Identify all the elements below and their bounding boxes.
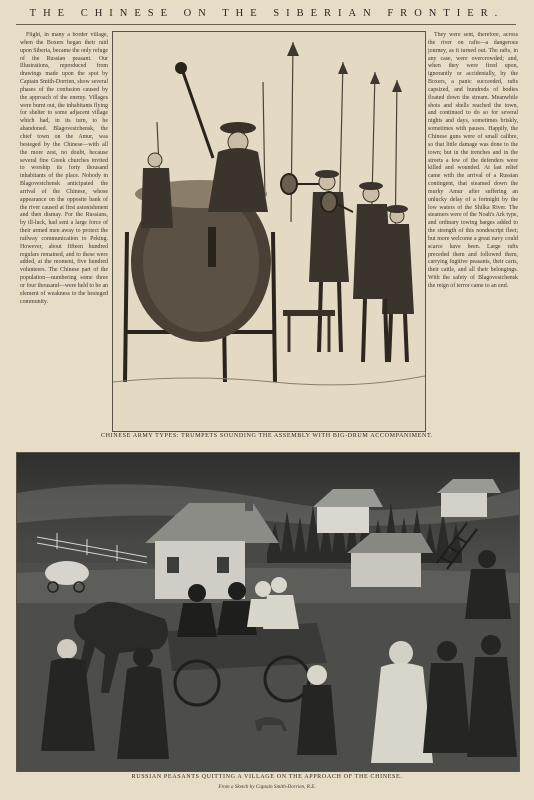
peasants-fleeing-drawing [17, 453, 519, 771]
chinese-army-drawing [113, 32, 425, 431]
masthead-title: THE CHINESE ON THE SIBERIAN FRONTIER. [29, 8, 505, 19]
article-left-column [20, 32, 108, 412]
bottom-illustration-credit: From a Sketch by Captain Smith-Dorrien, R.E. [218, 784, 316, 790]
article-right-text: They were sent, therefore, across the river on rafts—a dangerous journey, as it turned out. The rafts, in any case, were overcrowded; and, when they were fired upon, ignorantly or accidentally, by the Boxers, a panic succeeded, rafts capsized, and hundreds of bodies floated down the stream. Meanwhile shots and shells reached the town, and continued to do so for several nights and days, sometimes briskly, sometimes with pauses. Happily, the Chinese guns were of small calibre, so that little damage was done to the town; but in the trenches and in the streets a few of the defenders were killed and wounded. At last relief came with the arrival of a Russian contingent, that steamed down the murky Amur after suffering an unlucky delay of a fortnight by the low waters of the Shilka River. The steamers were of the Noah's Ark type, and ordinary towing barges added to the strength of this nondescript fleet; but more welcome a great navy could scarce have been. Large rafts preceded them and followed them, carrying fugitive peasants, their carts, their cattle, and all their belongings. With the safety of Blagovestchensk the reign of terror came to an end. [428, 32, 518, 289]
top-illustration [112, 31, 426, 432]
masthead-rule [16, 24, 516, 25]
article-left-text: Flight, in many a border village, when the Boxers began their raid upon Siberia, became the only refuge of the Russian peasant. Our Illustrations, reproduced from drawings made upon the spot by Captain Smith-Dorrien, show several phases of the confusion caused by the approach of the enemy. Villages were burnt out, the inhabitants flying for shelter to some adjacent village which had, in its turn, to be abandoned. Blagovestchensk, the chief town on the Amur, was besieged by the Chinese—with all the more zest, no doubt, because several fine Greek churches invited to worship its forty thousand inhabitants of the place. Nobody in Blagovestchensk anticipated the arrival of the Chinese, whose appearance on the opposite bank of the river caused at first astonishment and then dismay. For the Russians, by ill-luck, had sent a large force of their armed men away to protect the railway communication to Peking. However, about fifteen hundred regulars remained, and to these were added, at the moment, five hundred volunteers. The Chinese part of the population—numbering some three or four thousand—were held to be an element of weakness to the besieged community. [20, 32, 108, 305]
bottom-illustration [16, 452, 520, 772]
article-right-column [428, 32, 518, 430]
bottom-illustration-caption: RUSSIAN PEASANTS QUITTING A VILLAGE ON THE APPROACH OF THE CHINESE. [131, 774, 403, 780]
top-illustration-caption: CHINESE ARMY TYPES: TRUMPETS SOUNDING THE ASSEMBLY WITH BIG-DRUM ACCOMPANIMENT. [101, 433, 433, 439]
